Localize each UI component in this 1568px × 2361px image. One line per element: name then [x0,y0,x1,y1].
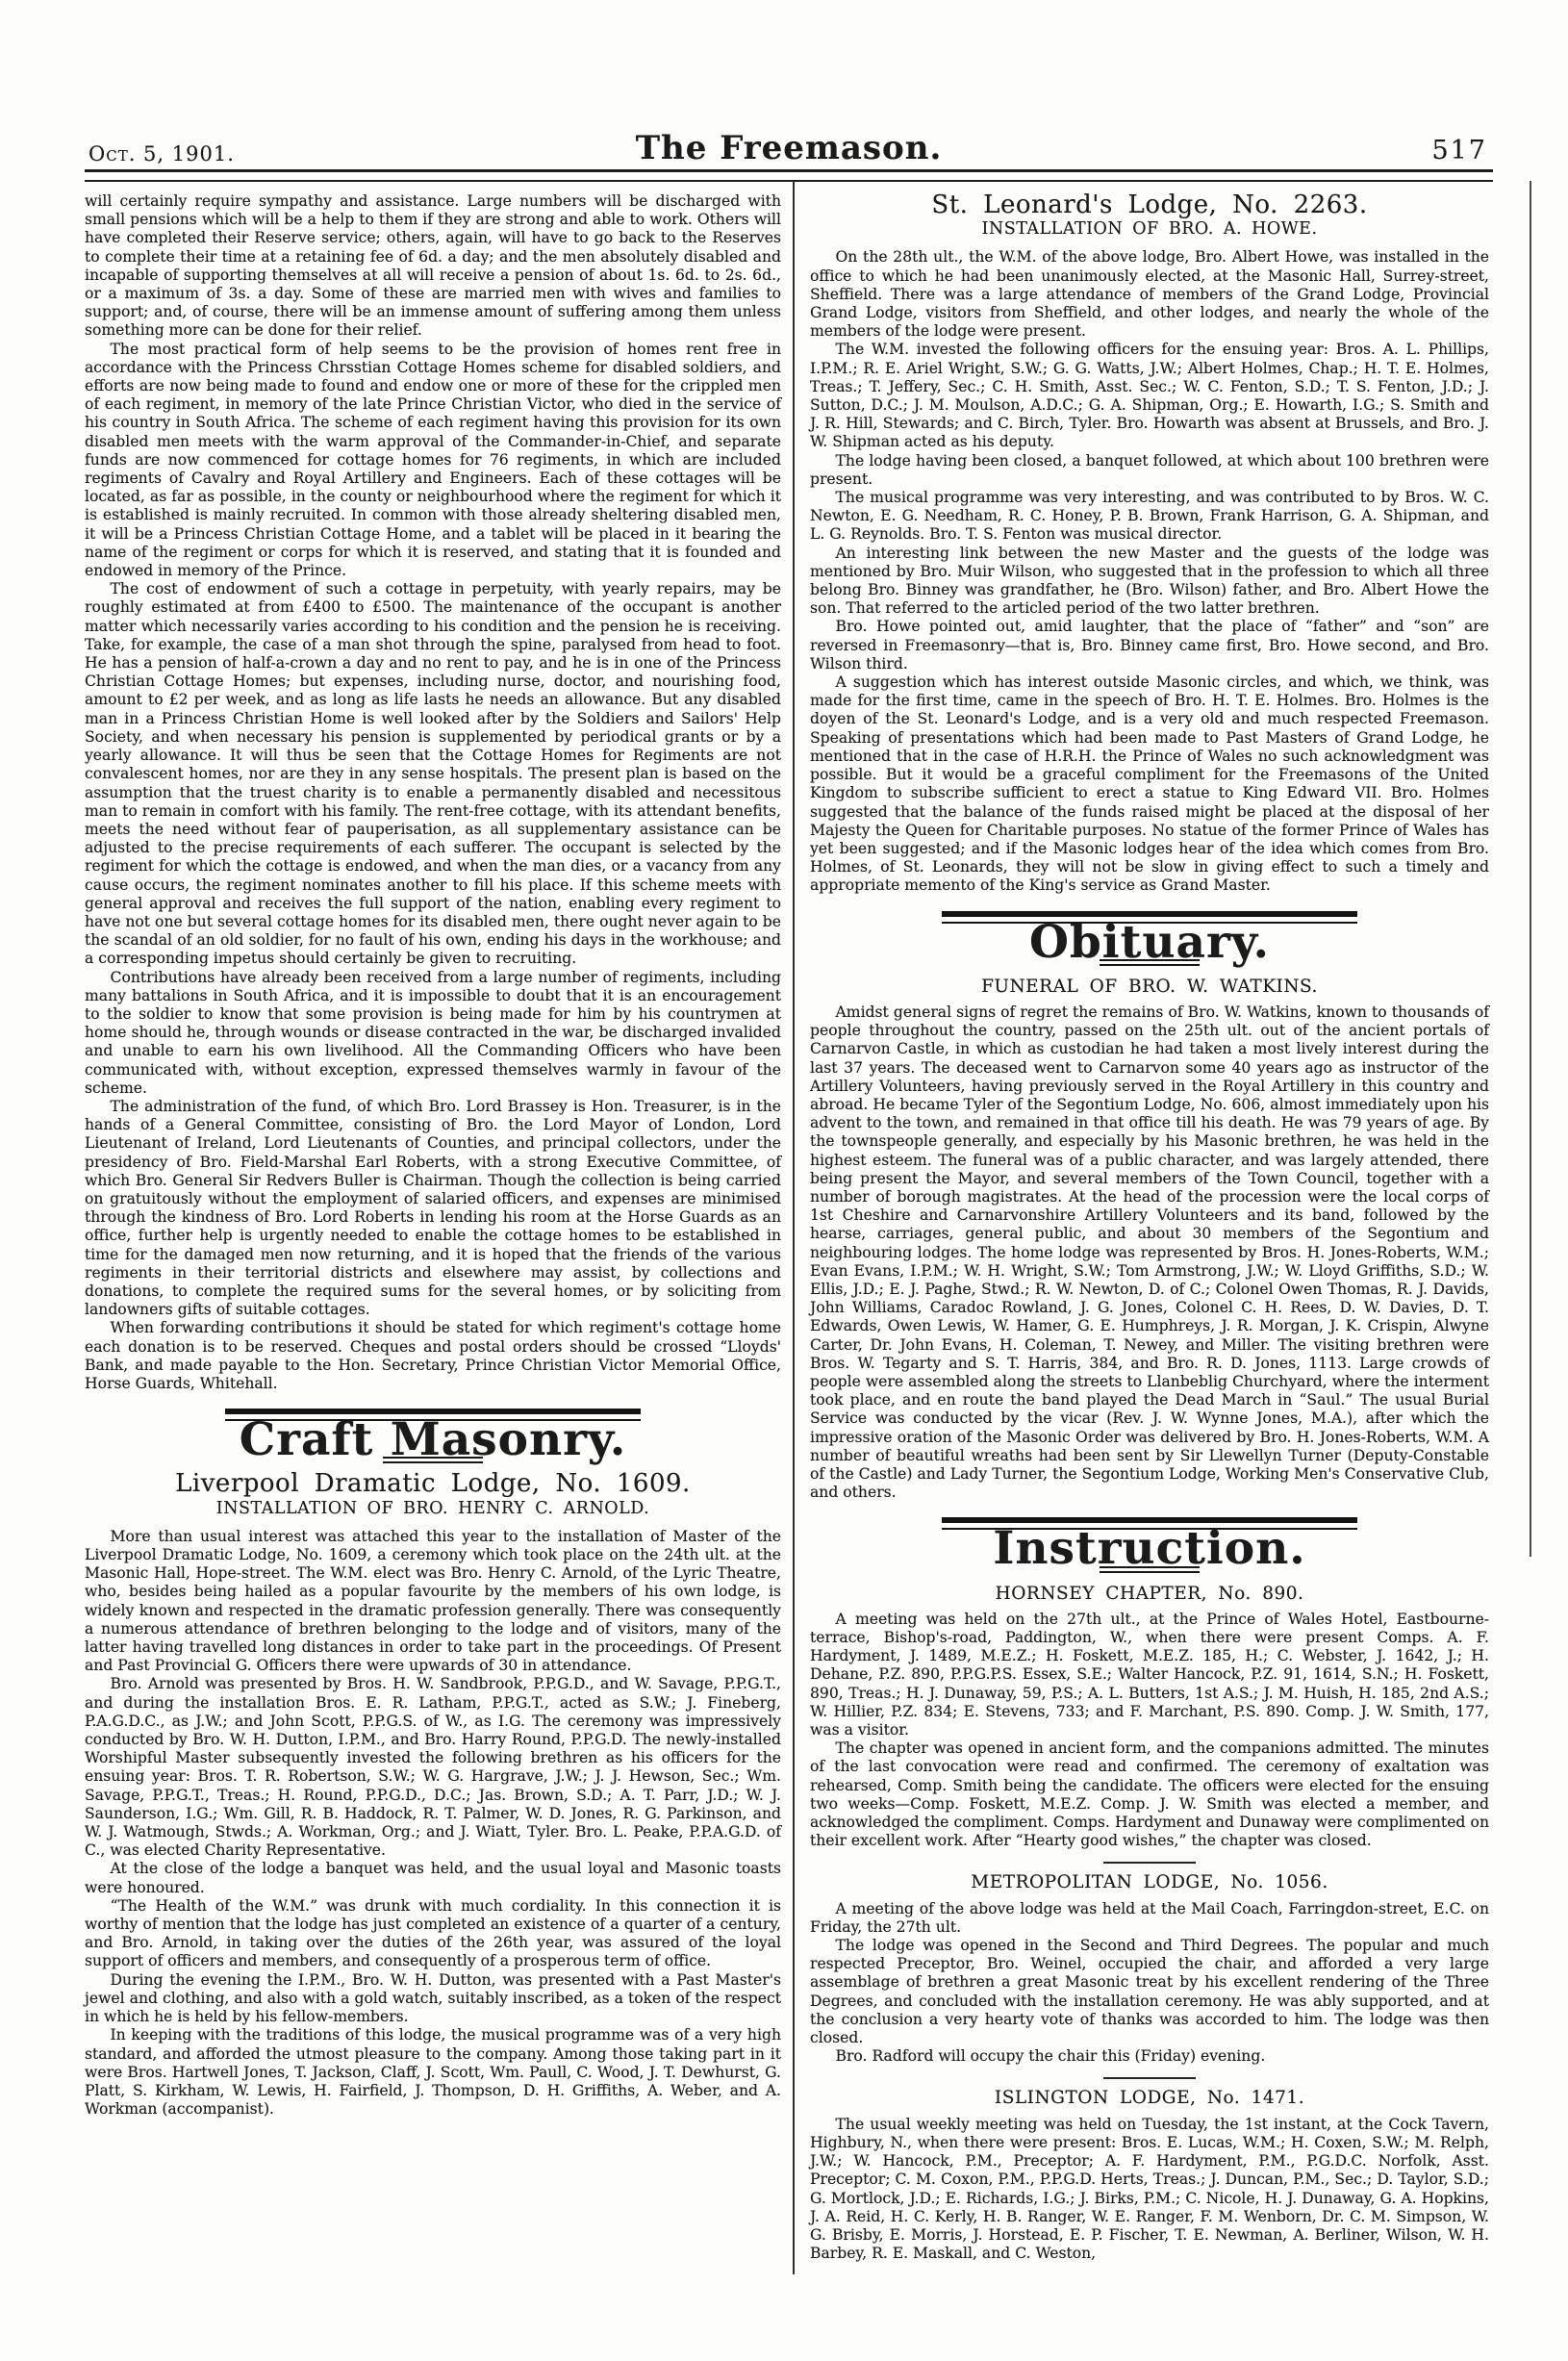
obituary-heading: Obituary. [1028,915,1271,969]
article-paragraph: When forwarding contributions it should be stated for which regiment's cottage home each donation is to be reserved. Cheques and postal orders should be crossed “Lloyds' Bank, and made payable to the Hon. Secretary, Prince Christian Victor Memorial Office, Horse Guards, Whitehall. [85,1319,781,1392]
right-column [810,190,1489,2263]
masthead [85,117,1493,167]
lodge-paragraph: In keeping with the traditions of this lodge, the musical programme was of a very high standard, and afforded the utmost pleasure to the company. Among those taking part in it were Bros. Hartwell Jones, T. Jackson, Claff, J. Scott, Wm. Paull, C. Wood, J. T. Dewhurst, G. Platt, S. Kirkham, W. Lewis, H. Fairfield, J. Thompson, D. H. Griffiths, A. Weber, and A. Workman (accompanist). [85,2026,781,2119]
craft-masonry-heading: Craft Masonry. [239,1413,627,1467]
article-paragraph: The most practical form of help seems to be the provision of homes rent free in accordance with the Princess Chrsstian Cottage Homes scheme for disabled soldiers, and efforts are now being made to found and endow one or more of these for the crippled men of each regiment, in memory of the late Prince Christian Victor, who died in the service of his country in South Africa. The scheme of each regiment having this provision for its own disabled men meets with the warm approval of the Commander-in-Chief, and separate funds are now commenced for cottage homes for 76 regiments, in which are included regiments of Cavalry and Royal Artillery and Engineers. Each of these cottages will be located, as far as possible, in the county or neighbourhood where the regiment for which it is established is mainly recruited. In common with those already sheltering disabled men, it will be a Princess Christian Cottage Home, and a tablet will be placed in it bearing the name of the regiment or corps for which it is reserved, and stating that it is founded and endowed in memory of the Prince. [85,340,781,580]
lodge-paragraph: A suggestion which has interest outside Masonic circles, and which, we think, was made for the first time, came in the speech of Bro. H. T. E. Holmes. Bro. Holmes is the doyen of the St. Leonard's Lodge, and is a very old and much respected Freemason. Speaking of presentations which had been made to Past Masters of Grand Lodge, he mentioned that in the case of H.R.H. the Prince of Wales no such acknowledgment was possible. But it would be a graceful compliment for the Freemasons of the United Kingdom to subscribe sufficient to erect a statue to King Edward VII. Bro. Holmes suggested that the balance of the funds raised might be placed at the disposal of her Majesty the Queen for Charitable purposes. No statue of the former Prince of Wales has yet been suggested; and if the Masonic lodges hear of the idea which comes from Bro. Holmes, of St. Leonards, they will not be slow in giving effect to such a timely and appropriate memento of the King's service as Grand Master. [810,673,1489,895]
lodge-subtitle: INSTALLATION OF BRO. HENRY C. ARNOLD. [215,1498,650,1518]
lodge-title: Liverpool Dramatic Lodge, No. 1609. [175,1469,691,1499]
page-number: 517 [1431,136,1487,165]
lodge-title: METROPOLITAN LODGE, No. 1056. [971,1872,1328,1893]
masthead-rule [85,169,1493,182]
lodge-paragraph: Bro. Radford will occupy the chair this (Friday) evening. [835,2047,1266,2066]
lodge-title: ISLINGTON LODGE, No. 1471. [994,2088,1305,2109]
article-cottage-homes [85,192,781,1393]
section-liverpool-dramatic-lodge [85,1469,781,2119]
article-paragraph: will certainly require sympathy and assistance. Large numbers will be discharged with small pensions which will be a help to them if they are strong and able to work. Others will have completed their Reserve service; others, again, will have to go back to the Reserves to complete their time at a retaining fee of 6d. a day; and the men absolutely disabled and incapable of supporting themselves at all will receive a pension of about 1s. 6d. to 2s. 6d., or a maximum of 3s. a day. Some of these are married men with wives and families to support; and, of course, there will be an immense amount of suffering among them unless something more can be done for their relief. [85,192,781,340]
column-divider-rule [793,181,795,2274]
section-hornsey-chapter [810,1585,1489,1851]
right-edge-rule [1530,181,1531,1557]
obituary-subtitle: FUNERAL OF BRO. W. WATKINS. [981,976,1318,997]
lodge-paragraph: The musical programme was very interesting, and was contributed to by Bros. W. C. Newton, E. G. Needham, R. C. Honey, P. B. Brown, Frank Harrison, G. A. Shipman, and L. G. Reynolds. Bro. T. S. Fenton was musical director. [810,489,1489,544]
instruction-heading: Instruction. [993,1522,1306,1576]
article-paragraph: The administration of the fund, of which Bro. Lord Brassey is Hon. Treasurer, is in the hands of a General Committee, consisting of Bro. the Lord Mayor of London, Lord Lieutenant of Ireland, Lord Lieutenants of Counties, and principal collectors, under the presidency of Bro. Field-Marshal Earl Roberts, with a strong Executive Committee, of which Bro. General Sir Redvers Buller is Chairman. Though the collection is being carried on gratuitously without the employment of salaried officers, and expenses are minimised through the kindness of Bro. Lord Roberts in lending his room at the Horse Guards as an office, further help is urgently needed to enable the cottage homes to be established in time for the damaged men now returning, and it is hoped that the friends of the various regiments in their territorial districts and elsewhere may assist, by collections and donations, to complete the required sums for the several homes, or by soliciting from landowners gifts of suitable cottages. [85,1097,781,1319]
lodge-paragraph: At the close of the lodge a banquet was held, and the usual loyal and Masonic toasts were honoured. [85,1860,781,1896]
sub-section-rule [1103,1862,1196,1864]
section-islington-lodge [810,2089,1489,2263]
lodge-subtitle: INSTALLATION OF BRO. A. HOWE. [981,219,1318,240]
lodge-paragraph: “The Health of the W.M.” was drunk with much cordiality. In this connection it is worthy of mention that the lodge has just completed an existence of a quarter of a century, and Bro. Arnold, in taking over the duties of the 26th year, was assured of the loyal support of officers and members, and consequently of a prosperous term of office. [85,1896,781,1970]
lodge-paragraph: A meeting of the above lodge was held at the Mail Coach, Farringdon-street, E.C. on Friday, the 27th ult. [810,1899,1489,1936]
chapter-paragraph: The chapter was opened in ancient form, and the companions admitted. The minutes of the last convocation were read and confirmed. The ceremony of exaltation was rehearsed, Comp. Smith being the candidate. The officers were elected for the ensuing two weeks—Comp. Foskett, M.E.Z. Comp. J. W. Smith was elected a member, and acknowledged the compliment. Comps. Hardyment and Dunaway were complimented on their excellent work. After “Hearty good wishes,” the chapter was closed. [810,1739,1489,1850]
lodge-paragraph: More than usual interest was attached this year to the installation of Master of the Liverpool Dramatic Lodge, No. 1609, a ceremony which took place on the 24th ult. at the Masonic Hall, Hope-street. The W.M. elect was Bro. Henry C. Arnold, of the Lyric Theatre, who, besides being hailed as a popular favourite by the members of his own lodge, is widely known and respected in the dramatic profession generally. There was consequently a numerous attendance of brethren belonging to the lodge and of visitors, many of the latter having travelled long distances in order to take part in the proceedings. Of Present and Past Provincial G. Officers there were upwards of 30 in attendance. [85,1527,781,1675]
section-st-leonards-lodge [810,190,1489,896]
lodge-paragraph: During the evening the I.P.M., Bro. W. H. Dutton, was presented with a Past Master's jewel and clothing, and also with a gold watch, suitably inscribed, as a token of the respect in which he is held by his fellow-members. [85,1970,781,2026]
lodge-paragraph: Bro. Howe pointed out, amid laughter, that the place of “father” and “son” are reversed in Freemasonry—that is, Bro. Binney came first, Bro. Howe second, and Bro. Wilson third. [810,618,1489,673]
article-paragraph: Contributions have already been received from a large number of regiments, including many battalions in South Africa, and it is impossible to doubt that it is an encouragement to the soldier to know that some provision is being made for him by his countrymen at home should he, through wounds or disease contracted in the war, be discharged invalided and unable to earn his own livelihood. All the Commanding Officers who have been communicated with, without exception, expressed themselves warmly in favour of the scheme. [85,968,781,1097]
chapter-paragraph: A meeting was held on the 27th ult., at the Prince of Wales Hotel, Eastbourne-terrace, Bishop's-road, Paddington, W., when there were present Comps. A. F. Hardyment, J. 1489, M.E.Z.; H. Foskett, M.E.Z. 185, H.; C. Webster, J. 1642, J.; H. Dehane, P.Z. 890, P.P.G.P.S. Essex, S.E.; Walter Hancock, P.Z. 91, 1614, S.N.; H. Foskett, 890, Treas.; H. J. Dunaway, 59, P.S.; A. L. Butters, 1st A.S.; J. M. Huish, H. 185, 2nd A.S.; W. Hillier, P.Z. 834; E. Stevens, 733; and F. Marchant, P.S. 890. Comp. J. W. Smith, 177, was a visitor. [810,1610,1489,1739]
lodge-paragraph: The W.M. invested the following officers for the ensuing year: Bros. A. L. Phillips, I.P.M.; R. E. Ariel Wright, S.W.; G. G. Watts, J.W.; Albert Holmes, Chap.; H. T. E. Holmes, Treas.; T. Jeffery, Sec.; C. H. Smith, Asst. Sec.; W. C. Fenton, S.D.; T. S. Fenton, J.D.; J. Sutton, D.C.; J. M. Moulson, A.D.C.; G. A. Shipman, Org.; E. Howarth, I.G.; S. Smith and J. R. Hill, Stewards; and C. Birch, Tyler. Bro. Howarth was absent at Brussels, and Bro. J. W. Shipman acted as his deputy. [810,341,1489,451]
article-paragraph: The cost of endowment of such a cottage in perpetuity, with yearly repairs, may be roughly estimated at from £400 to £500. The maintenance of the occupant is another matter which necessarily varies according to his condition and the pension he is receiving. Take, for example, the case of a man shot through the spine, paralysed from head to foot. He has a pension of half-a-crown a day and no rent to pay, and he is in one of the Princess Christian Cottage Homes; but expenses, including nurse, doctor, and nourishing food, amount to £2 per week, and as long as life lasts he needs an allowance. But any disabled man in a Princess Christian Home is well looked after by the Soldiers and Sailors' Help Society, and when necessary his pension is supplemented by periodical grants or by a yearly allowance. It will thus be seen that the Cottage Homes for Regiments are not convalescent homes, nor are they in any sense hospitals. The present plan is based on the assumption that the truest charity is to enable a permanently disabled and necessitous man to remain in comfort with his family. The rent-free cottage, with its attendant benefits, meets the need without fear of pauperisation, as all supplementary assistance can be adjusted to the precise requirements of each sufferer. The occupant is selected by the regiment for which the cottage is endowed, and when the man dies, or a vacancy from any cause occurs, the regiment nominates another to fill his place. If this scheme meets with general approval and receives the full support of the nation, enabling every regiment to have not one but several cottage homes for its disabled men, there ought never again to be the scandal of an old soldier, for no fault of his own, ending his days in the workhouse; and a corresponding impetus should certainly be given to recruiting. [85,580,781,968]
lodge-paragraph: The lodge having been closed, a banquet followed, at which about 100 brethren were present. [810,451,1489,488]
section-obituary [810,977,1489,1503]
sub-section-rule [1103,2077,1196,2079]
left-column [85,192,781,2119]
chapter-title: HORNSEY CHAPTER, No. 890. [995,1583,1304,1604]
issue-date: Oct. 5, 1901. [89,142,235,165]
lodge-paragraph: An interesting link between the new Master and the guests of the lodge was mentioned by Bro. Muir Wilson, who suggested that in the profession to which all three belong Bro. Binney was grandfather, he (Bro. Wilson) father, and Bro. Albert Howe the son. That referred to the articled period of the two latter brethren. [810,544,1489,618]
lodge-title: St. Leonard's Lodge, No. 2263. [931,190,1368,219]
lodge-paragraph: Bro. Arnold was presented by Bros. H. W. Sandbrook, P.P.G.D., and W. Savage, P.P.G.T., and during the installation Bros. E. R. Latham, P.P.G.T., acted as S.W.; J. Fineberg, P.A.G.D.C., as J.W.; and John Scott, P.P.G.S. of W., as I.G. The ceremony was impressively conducted by Bro. W. H. Dutton, I.P.M., and Bro. Harry Round, P.P.G.D. The newly-installed Worshipful Master subsequently invested the following brethren as his officers for the ensuing year: Bros. T. R. Robertson, S.W.; W. G. Hargrave, J.W.; J. J. Hewson, Sec.; Wm. Savage, P.P.G.T., Treas.; H. Round, P.P.G.D., D.C.; Jas. Brown, S.D.; A. T. Parr, J.D.; W. J. Saunderson, I.G.; Wm. Gill, R. B. Haddock, R. T. Palmer, W. D. Jones, R. G. Parkinson, and W. J. Watmough, Stwds.; A. Workman, Org.; and J. Wiatt, Tyler. Bro. L. Peake, P.P.A.G.D. of C., was elected Charity Representative. [85,1675,781,1860]
paper-title: The Freemason. [635,129,943,167]
section-metropolitan-lodge [810,1873,1489,2066]
lodge-paragraph: The usual weekly meeting was held on Tuesday, the 1st instant, at the Cock Tavern, Highbury, N., when there were present: Bros. E. Lucas, W.M.; H. Coxen, S.W.; M. Relph, J.W.; W. Hancock, P.M., Preceptor; A. F. Hardyment, P.M., P.G.D.C. Norfolk, Asst. Preceptor; C. M. Coxon, P.M., P.P.G.D. Herts, Treas.; J. Duncan, P.M., Sec.; D. Taylor, S.D.; G. Mortlock, J.D.; E. Richards, I.G.; J. Birks, P.M.; C. Nicole, H. J. Dunaway, G. A. Hopkins, J. A. Reid, H. C. Kerly, H. B. Ranger, W. E. Ranger, F. M. Wenborn, Dr. C. M. Simpson, W. G. Brisby, E. Morris, J. Horstead, E. P. Fischer, T. E. Newman, A. Berliner, Wilson, W. H. Barbey, R. E. Maskall, and C. Weston, [810,2115,1489,2263]
obituary-paragraph: Amidst general signs of regret the remains of Bro. W. Watkins, known to thousands of people throughout the country, passed on the 25th ult. out of the ancient portals of Carnarvon Castle, in which as custodian he had taken a most lively interest during the last 37 years. The deceased went to Carnarvon some 40 years ago as instructor of the Artillery Volunteers, having previously served in the Royal Artillery in this country and abroad. He became Tyler of the Segontium Lodge, No. 606, almost immediately upon his advent to the town, and remained in that office till his death. He was 79 years of age. By the townspeople generally, and especially by his Masonic brethren, he was held in the highest esteem. The funeral was of a public character, and was largely attended, there being present the Mayor, and several members of the Town Council, together with a number of borough magistrates. At the head of the procession were the local corps of 1st Cheshire and Carnarvonshire Artillery Volunteers and its band, followed by the hearse, carriages, general public, and about 30 members of the Segontium and neighbouring lodges. The home lodge was represented by Bros. H. Jones-Roberts, W.M.; Evan Evans, I.P.M.; W. H. Wright, S.W.; Tom Armstrong, J.W.; W. Lloyd Griffiths, S.D.; W. Ellis, J.D.; E. J. Paghe, Stwd.; R. W. Newton, D. of C.; Colonel Owen Thomas, R. J. Davids, John Williams, Caradoc Rowland, J. G. Jones, Colonel C. H. Rees, D. W. Davies, D. T. Edwards, Owen Lewis, W. Hamer, G. E. Humphreys, J. R. Morgan, J. K. Crispin, Alwyne Carter, Dr. John Evans, H. Coleman, T. Newey, and Miller. The visiting brethren were Bros. W. Tegarty and S. T. Harris, 384, and Bro. R. D. Jones, 1113. Large crowds of people were assembled along the streets to Llanbeblig Churchyard, where the interment took place, and en route the band played the Dead March in “Saul.” The usual Burial Service was conducted by the vicar (Rev. J. W. Wynne Jones, M.A.), after which the impressive oration of the Masonic Order was delivered by Bro. H. Jones-Roberts, W.M. A number of beautiful wreaths had been sent by Sir Llewellyn Turner (Deputy-Constable of the Castle) and Lady Turner, the Segontium Lodge, Working Men's Conservative Club, and others. [810,1003,1489,1502]
lodge-paragraph: The lodge was opened in the Second and Third Degrees. The popular and much respected Preceptor, Bro. Weinel, occupied the chair, and afforded a very large assemblage of brethren a great Masonic treat by his excellent rendering of the Three Degrees, and concluded with the installation ceremony. He was ably supported, and at the conclusion a very hearty vote of thanks was accorded to him. The lodge was then closed. [810,1937,1489,2047]
lodge-paragraph: On the 28th ult., the W.M. of the above lodge, Bro. Albert Howe, was installed in the office to which he had been unanimously elected, at the Masonic Hall, Surrey-street, Sheffield. There was a large attendance of members of the Grand Lodge, Provincial Grand Lodge, visitors from Sheffield, and other lodges, and nearly the whole of the members of the lodge were present. [810,248,1489,341]
